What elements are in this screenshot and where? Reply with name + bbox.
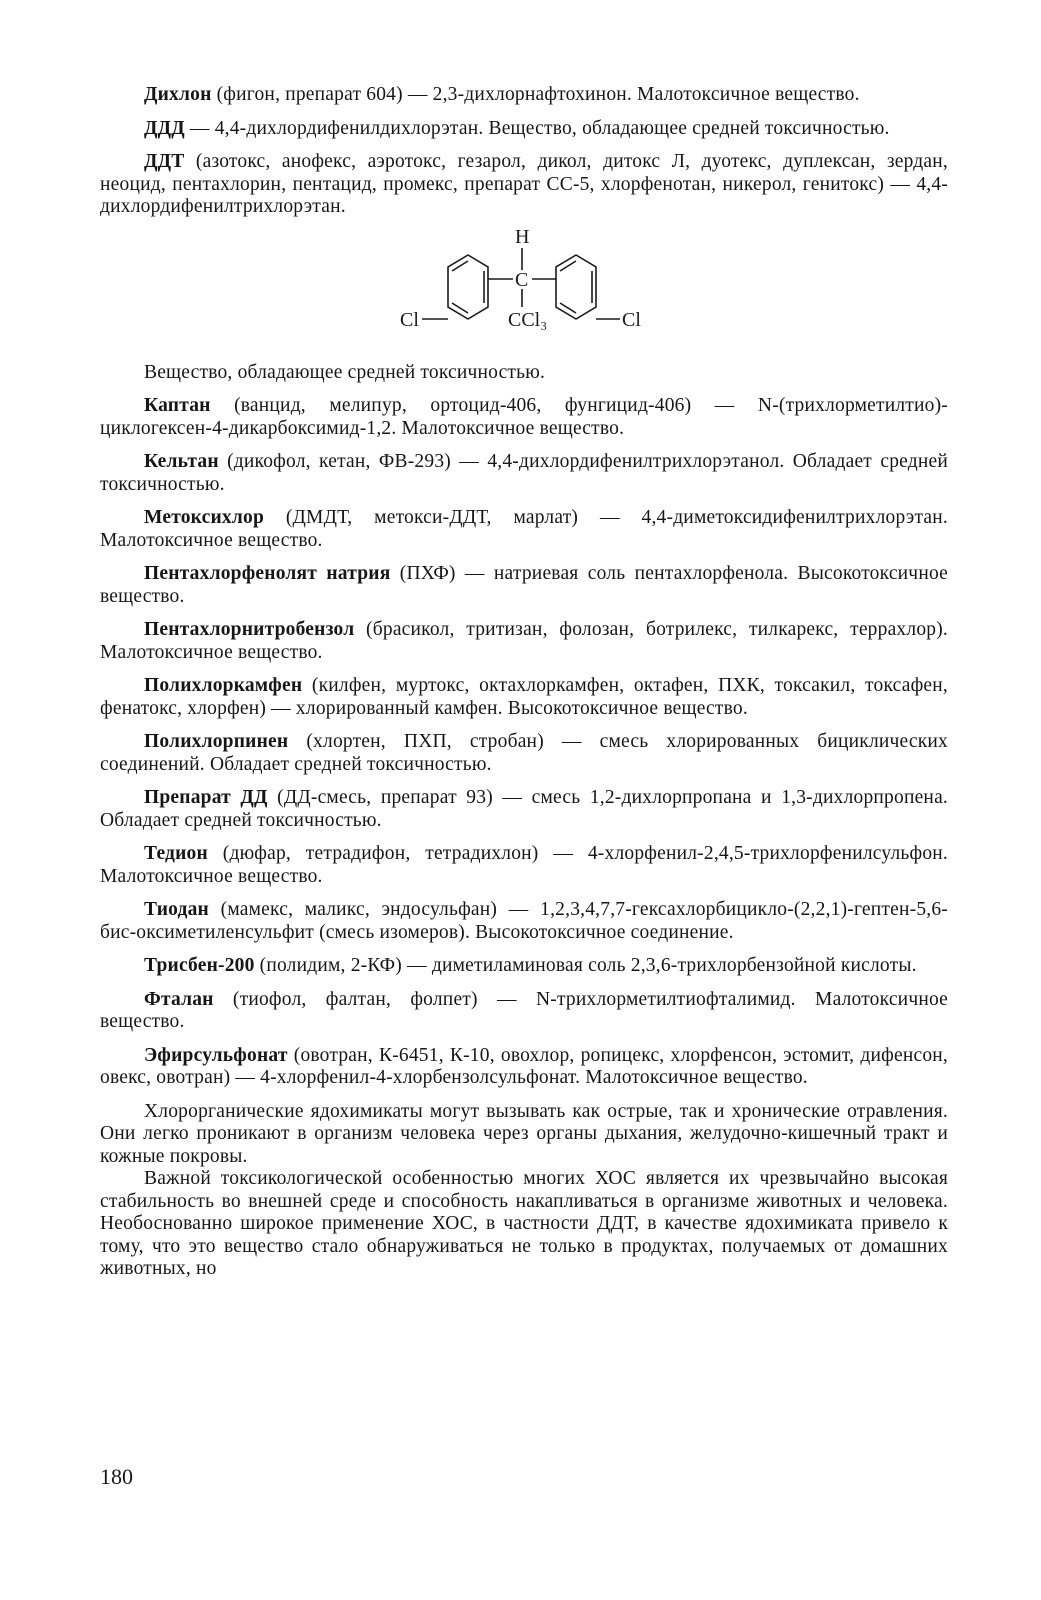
entry-phthalan <box>100 989 948 1034</box>
entries-top <box>100 84 948 219</box>
entry-term: Пентахлорнитробензол <box>144 619 355 640</box>
ddt-structural-formula <box>100 223 948 358</box>
atom-c: C <box>515 268 529 291</box>
entry-text: (хлортен, ПХП, стробан) — смесь хлорированных бициклических соединений. Обладает средней токсичностью. <box>100 731 948 775</box>
entry-text: (овотран, К-6451, К-10, овохлор, ропицекс, хлорфенсон, эстомит, дифенсон, овекс, овотран) — 4-хлорфенил-4-хлорбензолсульфонат. Малотоксичное вещество. <box>100 1044 948 1088</box>
entry-ddd <box>100 118 948 141</box>
entry-text: (фигон, препарат 604) — 2,3-дихлорнафтохинон. Малотоксичное вещество. <box>211 84 860 105</box>
entry-text: (ПХФ) — натриевая соль пентахлорфенола. Высокотоксичное вещество. <box>100 563 948 607</box>
atom-cl-right: Cl <box>622 308 641 331</box>
entry-term: Каптан <box>144 395 211 416</box>
entry-polychlorocamphene <box>100 675 948 720</box>
entry-ddt <box>100 151 948 219</box>
entry-text: — 4,4-дихлордифенилдихлорэтан. Вещество, обладающее средней токсичностью. <box>184 117 890 139</box>
entry-term: Метоксихлор <box>144 507 264 528</box>
entry-keltan <box>100 451 948 496</box>
entry-methoxychlor <box>100 507 948 552</box>
entries-bottom <box>100 395 948 1090</box>
entry-sodium-pentachlorophenolate <box>100 563 948 608</box>
entry-term: Тедион <box>144 843 208 864</box>
entry-term: Дихлон <box>144 84 212 105</box>
entry-term: Тиодан <box>144 899 209 920</box>
document-page <box>100 84 948 1584</box>
entry-polychloropinene <box>100 731 948 776</box>
entry-tedion <box>100 843 948 888</box>
body-text <box>100 1101 948 1281</box>
page-number: 180 <box>100 1464 133 1489</box>
entry-text: (ДД-смесь, препарат 93) — смесь 1,2-дихлорпропана и 1,3-дихлорпропена. Обладает средней токсичностью. <box>100 787 948 831</box>
entry-preparation-dd <box>100 787 948 832</box>
entry-thiodan <box>100 899 948 944</box>
entry-term: ДДТ <box>144 151 185 172</box>
entry-term: Полихлорпинен <box>144 731 289 752</box>
entry-text: (тиофол, фалтан, фолпет) — N-трихлорметилтиофталимид. Малотоксичное вещество. <box>100 988 948 1032</box>
entry-text: (ДМДТ, метокси-ДДТ, марлат) — 4,4-диметоксидифенилтрихлорэтан. Малотоксичное вещество. <box>100 507 948 551</box>
paragraph: Хлорорганические ядохимикаты могут вызывать как острые, так и хронические отравления. Они легко проникают в организм человека через органы дыхания, желудочно-кишечный тракт и кожные покровы. <box>100 1100 948 1167</box>
ddt-structure-diagram <box>388 223 678 358</box>
paragraph: Важной токсикологической особенностью многих ХОС является их чрезвычайно высокая стабильность во внешней среде и способность накапливаться в организме животных и человека. Необоснованно широкое применение ХОС, в частности ДДТ, в качестве ядохимиката привело к тому, что это вещество стало обнаруживаться не только в продуктах, получаемых от домашних животных, но <box>100 1168 948 1279</box>
entry-term: ДДД <box>144 117 185 139</box>
right-benzene-ring <box>556 255 596 319</box>
entry-term: Кельтан <box>144 451 219 472</box>
entry-text: (азотокс, анофекс, аэротокс, гезарол, дикол, дитокс Л, дуотекс, дуплексан, зердан, неоцид, пентахлорин, пентацид, промекс, препарат СС-5, хлорфенотан, никерол, генитокс) — 4,4-дихлордифенилтрихлорэтан. <box>100 151 948 217</box>
left-benzene-ring <box>448 255 488 319</box>
entry-dichlone <box>100 84 948 107</box>
entry-text: (дюфар, тетрадифон, тетрадихлон) — 4-хлорфенил-2,4,5-трихлорфенилсульфон. Малотоксичное вещество. <box>100 843 948 887</box>
entry-term: Трисбен-200 <box>144 955 255 976</box>
entry-term: Препарат ДД <box>144 787 268 808</box>
entry-term: Полихлоркамфен <box>144 675 303 696</box>
entry-captan <box>100 395 948 440</box>
structure-caption: Вещество, обладающее средней токсичностью. <box>144 361 546 383</box>
entry-text: (мамекс, маликс, эндосульфан) — 1,2,3,4,7,7-гексахлорбицикло-(2,2,1)-гептен-5,6-бис-оксиметиленсульфит (смесь изомеров). Высокотоксичное соединение. <box>100 899 948 943</box>
entry-text: (ванцид, мелипур, ортоцид-406, фунгицид-406) — N-(трихлорметилтио)-циклогексен-4-дикарбоксимид-1,2. Малотоксичное вещество. <box>100 395 948 439</box>
entry-text: (килфен, муртокс, октахлоркамфен, октафен, ПХК, токсакил, токсафен, фенатокс, хлорфен) — хлорированный камфен. Высокотоксичное вещество. <box>100 675 948 719</box>
atom-h: H <box>515 225 530 248</box>
entry-ethersulfonate <box>100 1045 948 1090</box>
entry-pentachloronitrobenzene <box>100 619 948 664</box>
entry-trisben-200 <box>100 955 948 978</box>
group-ccl3: CCl₃ <box>508 308 548 331</box>
entry-text: (дикофол, кетан, ФВ-293) — 4,4-дихлордифенилтрихлорэтанол. Обладает средней токсичностью. <box>100 451 948 495</box>
entry-text: (полидим, 2-КФ) — диметиламиновая соль 2,3,6-трихлорбензойной кислоты. <box>254 955 917 976</box>
entry-term: Эфирсульфонат <box>144 1044 288 1066</box>
atom-cl-left: Cl <box>400 308 419 331</box>
entry-term: Пентахлорфенолят натрия <box>144 563 391 584</box>
entry-text: (брасикол, тритизан, фолозан, ботрилекс, тилкарекс, террахлор). Малотоксичное вещество. <box>100 619 948 663</box>
entry-term: Фталан <box>144 988 214 1010</box>
